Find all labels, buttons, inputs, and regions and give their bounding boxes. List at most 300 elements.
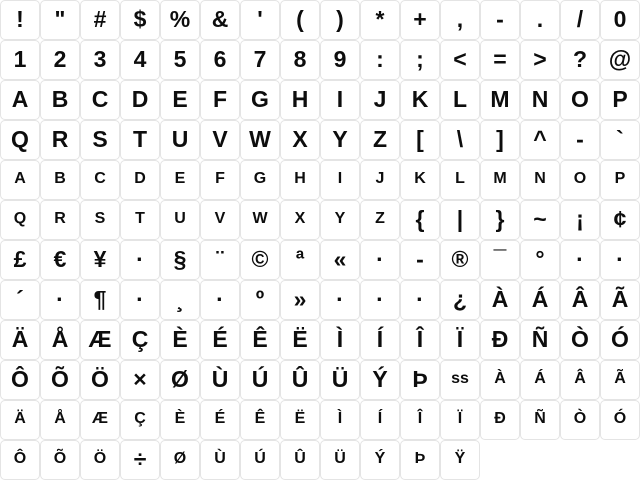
glyph: Î	[417, 410, 423, 427]
glyph-cell[interactable]	[0, 360, 40, 400]
glyph: Ð	[491, 325, 509, 352]
glyph-cell[interactable]	[120, 240, 160, 280]
glyph: «	[333, 245, 347, 272]
glyph-cell[interactable]	[360, 200, 400, 240]
glyph-cell[interactable]	[40, 240, 80, 280]
glyph-cell[interactable]	[280, 160, 320, 200]
glyph-cell[interactable]	[480, 160, 520, 200]
glyph-cell[interactable]	[280, 440, 320, 480]
glyph-cell[interactable]	[440, 0, 480, 40]
glyph-cell[interactable]	[160, 440, 200, 480]
glyph-cell[interactable]	[400, 320, 440, 360]
glyph-cell[interactable]	[200, 80, 240, 120]
glyph-cell[interactable]	[360, 80, 400, 120]
glyph: <	[453, 45, 467, 72]
glyph: ¸	[176, 285, 184, 312]
glyph-cell[interactable]	[400, 400, 440, 440]
glyph: 5	[173, 45, 187, 72]
glyph-cell[interactable]	[320, 240, 360, 280]
glyph: Â	[571, 285, 589, 312]
glyph-cell[interactable]	[560, 0, 600, 40]
glyph: Q	[13, 210, 27, 227]
glyph: º	[255, 285, 265, 312]
glyph: €	[53, 245, 67, 272]
glyph: P	[614, 170, 626, 187]
glyph: Q	[11, 125, 29, 152]
glyph-cell[interactable]	[240, 440, 280, 480]
glyph-cell[interactable]	[440, 400, 480, 440]
glyph-cell[interactable]	[160, 320, 200, 360]
glyph-cell[interactable]	[200, 280, 240, 320]
glyph: "	[54, 5, 66, 32]
glyph-cell[interactable]	[80, 160, 120, 200]
glyph-cell[interactable]	[480, 240, 520, 280]
glyph-cell[interactable]	[280, 40, 320, 80]
glyph-cell[interactable]	[440, 440, 480, 480]
glyph-cell[interactable]	[80, 440, 120, 480]
glyph-cell[interactable]	[520, 360, 560, 400]
glyph-cell[interactable]	[320, 360, 360, 400]
glyph-cell[interactable]	[600, 320, 640, 360]
glyph: F	[212, 85, 228, 112]
glyph-cell[interactable]	[120, 440, 160, 480]
glyph: /	[576, 5, 584, 32]
glyph: ·	[56, 285, 64, 312]
glyph: Ä	[14, 410, 26, 427]
glyph: '	[257, 5, 263, 32]
glyph-cell[interactable]	[120, 320, 160, 360]
glyph: ¥	[93, 245, 107, 272]
glyph: Ù	[214, 450, 226, 467]
glyph: ¨	[216, 245, 224, 272]
glyph-cell[interactable]	[40, 440, 80, 480]
glyph-cell[interactable]	[240, 400, 280, 440]
glyph: Î	[416, 325, 424, 352]
glyph: Ç	[134, 410, 146, 427]
glyph: Æ	[92, 410, 108, 427]
glyph: X	[292, 125, 308, 152]
glyph-cell[interactable]	[120, 200, 160, 240]
glyph: ~	[533, 205, 547, 232]
glyph-cell[interactable]	[320, 400, 360, 440]
glyph-cell[interactable]	[560, 80, 600, 120]
glyph: `	[616, 125, 624, 152]
glyph: 3	[93, 45, 107, 72]
glyph-cell[interactable]	[320, 440, 360, 480]
glyph: [	[416, 125, 424, 152]
glyph: Û	[294, 450, 306, 467]
glyph-cell[interactable]	[480, 360, 520, 400]
glyph-cell[interactable]	[120, 400, 160, 440]
glyph-cell[interactable]	[520, 320, 560, 360]
glyph: \	[456, 125, 464, 152]
glyph-cell[interactable]	[560, 200, 600, 240]
glyph-cell[interactable]	[320, 320, 360, 360]
glyph-cell[interactable]	[200, 320, 240, 360]
glyph: ·	[136, 245, 144, 272]
glyph-cell[interactable]	[0, 280, 40, 320]
glyph-cell[interactable]	[560, 400, 600, 440]
glyph: ¿	[452, 285, 468, 312]
glyph: E	[174, 170, 186, 187]
glyph: Å	[54, 410, 66, 427]
glyph-cell[interactable]	[480, 200, 520, 240]
glyph-cell[interactable]	[400, 280, 440, 320]
glyph-cell[interactable]	[560, 120, 600, 160]
glyph: !	[16, 5, 24, 32]
glyph-cell[interactable]	[440, 120, 480, 160]
glyph-cell[interactable]	[280, 240, 320, 280]
glyph-cell[interactable]	[120, 120, 160, 160]
glyph-cell[interactable]	[600, 400, 640, 440]
glyph-cell[interactable]	[480, 40, 520, 80]
glyph: É	[214, 410, 226, 427]
glyph-cell[interactable]	[280, 280, 320, 320]
glyph: Ç	[131, 325, 149, 352]
glyph-cell[interactable]	[600, 120, 640, 160]
glyph: A	[11, 85, 29, 112]
glyph-cell[interactable]	[200, 0, 240, 40]
glyph-cell[interactable]	[240, 160, 280, 200]
glyph-cell[interactable]	[160, 0, 200, 40]
glyph: .	[536, 5, 544, 32]
glyph: Ô	[11, 365, 29, 392]
glyph: Y	[334, 210, 346, 227]
glyph: B	[54, 170, 66, 187]
glyph-cell[interactable]	[400, 120, 440, 160]
glyph-cell[interactable]	[360, 360, 400, 400]
glyph: ·	[376, 245, 384, 272]
glyph: Á	[534, 370, 546, 387]
glyph: ·	[336, 285, 344, 312]
glyph-cell[interactable]	[160, 280, 200, 320]
glyph-cell[interactable]	[520, 240, 560, 280]
glyph-cell[interactable]	[0, 240, 40, 280]
glyph-cell[interactable]	[560, 40, 600, 80]
glyph-cell[interactable]	[240, 360, 280, 400]
glyph: ¯	[493, 245, 507, 272]
glyph-cell[interactable]	[440, 360, 480, 400]
glyph-cell[interactable]	[120, 360, 160, 400]
glyph: Ø	[173, 450, 187, 467]
glyph-cell[interactable]	[40, 80, 80, 120]
glyph-cell[interactable]	[0, 320, 40, 360]
glyph: M	[493, 170, 507, 187]
glyph-cell[interactable]	[360, 40, 400, 80]
glyph: 0	[613, 5, 627, 32]
glyph: Â	[574, 370, 586, 387]
glyph: Á	[531, 285, 549, 312]
glyph-cell[interactable]	[240, 320, 280, 360]
glyph-cell[interactable]	[560, 360, 600, 400]
glyph: Ô	[13, 450, 27, 467]
glyph-cell[interactable]	[0, 40, 40, 80]
glyph: )	[336, 5, 344, 32]
glyph-cell[interactable]	[80, 400, 120, 440]
glyph-cell[interactable]	[520, 0, 560, 40]
glyph: #	[93, 5, 107, 32]
glyph-cell[interactable]	[400, 200, 440, 240]
glyph-cell[interactable]	[440, 240, 480, 280]
glyph: Ö	[93, 450, 107, 467]
glyph-cell[interactable]	[560, 320, 600, 360]
glyph: ·	[376, 285, 384, 312]
glyph-cell[interactable]	[0, 160, 40, 200]
glyph-cell[interactable]	[360, 280, 400, 320]
glyph: E	[172, 85, 188, 112]
glyph: Ñ	[531, 325, 549, 352]
glyph: T	[132, 125, 148, 152]
glyph-cell[interactable]	[600, 80, 640, 120]
glyph-cell[interactable]	[320, 120, 360, 160]
glyph-cell[interactable]	[400, 160, 440, 200]
glyph: Ý	[372, 365, 388, 392]
glyph-cell[interactable]	[0, 0, 40, 40]
glyph: ·	[576, 245, 584, 272]
glyph: C	[94, 170, 106, 187]
glyph-cell[interactable]	[520, 280, 560, 320]
glyph-cell[interactable]	[320, 0, 360, 40]
glyph-cell[interactable]	[280, 200, 320, 240]
glyph: Æ	[88, 325, 112, 352]
glyph-cell[interactable]	[360, 440, 400, 480]
glyph-cell[interactable]	[40, 360, 80, 400]
glyph-cell[interactable]	[160, 400, 200, 440]
glyph: L	[455, 170, 465, 187]
glyph: È	[174, 410, 186, 427]
glyph-cell[interactable]	[360, 0, 400, 40]
glyph: F	[215, 170, 225, 187]
glyph-cell[interactable]	[600, 280, 640, 320]
glyph-cell[interactable]	[240, 0, 280, 40]
glyph-cell[interactable]	[40, 320, 80, 360]
glyph-cell[interactable]	[560, 280, 600, 320]
glyph-cell[interactable]	[200, 160, 240, 200]
glyph: Ò	[571, 325, 589, 352]
glyph: %	[169, 5, 191, 32]
glyph-cell[interactable]	[520, 40, 560, 80]
glyph-cell[interactable]	[320, 40, 360, 80]
glyph-cell[interactable]	[160, 40, 200, 80]
glyph-cell[interactable]	[0, 80, 40, 120]
glyph-cell[interactable]	[0, 200, 40, 240]
glyph-cell[interactable]	[80, 320, 120, 360]
glyph-cell[interactable]	[600, 200, 640, 240]
glyph-cell[interactable]	[160, 80, 200, 120]
glyph-cell[interactable]	[360, 320, 400, 360]
glyph-cell[interactable]	[600, 0, 640, 40]
glyph-cell[interactable]	[440, 200, 480, 240]
glyph-cell[interactable]	[360, 120, 400, 160]
glyph-cell[interactable]	[560, 240, 600, 280]
glyph-cell[interactable]	[240, 80, 280, 120]
glyph-cell[interactable]	[120, 40, 160, 80]
glyph-cell[interactable]	[240, 280, 280, 320]
glyph-cell[interactable]	[400, 80, 440, 120]
glyph-cell[interactable]	[440, 320, 480, 360]
glyph-cell[interactable]	[480, 80, 520, 120]
glyph-cell[interactable]	[280, 120, 320, 160]
glyph-cell[interactable]	[200, 360, 240, 400]
glyph: Z	[372, 125, 388, 152]
glyph: 7	[253, 45, 267, 72]
glyph-cell[interactable]	[120, 80, 160, 120]
glyph: N	[531, 85, 549, 112]
glyph: P	[612, 85, 628, 112]
glyph: 1	[13, 45, 27, 72]
glyph: $	[133, 5, 147, 32]
glyph-cell[interactable]	[400, 440, 440, 480]
glyph-cell[interactable]	[400, 240, 440, 280]
glyph-cell[interactable]	[480, 120, 520, 160]
glyph: }	[495, 205, 505, 232]
glyph-cell[interactable]	[40, 160, 80, 200]
glyph-cell[interactable]	[480, 280, 520, 320]
glyph: Û	[291, 365, 309, 392]
glyph-cell[interactable]	[40, 40, 80, 80]
glyph-cell[interactable]	[160, 240, 200, 280]
glyph-cell[interactable]	[280, 80, 320, 120]
glyph-cell[interactable]	[40, 200, 80, 240]
glyph: Ü	[331, 365, 349, 392]
glyph-cell[interactable]	[0, 440, 40, 480]
glyph-cell[interactable]	[40, 280, 80, 320]
glyph: 9	[333, 45, 347, 72]
glyph: R	[54, 210, 66, 227]
glyph-cell[interactable]	[80, 120, 120, 160]
glyph-cell[interactable]	[320, 160, 360, 200]
glyph: Ñ	[534, 410, 546, 427]
glyph: H	[291, 85, 309, 112]
glyph: ·	[136, 285, 144, 312]
glyph-cell[interactable]	[600, 240, 640, 280]
glyph-cell[interactable]	[520, 200, 560, 240]
glyph: C	[91, 85, 109, 112]
glyph: S	[92, 125, 108, 152]
glyph-cell[interactable]	[40, 400, 80, 440]
glyph-cell[interactable]	[120, 280, 160, 320]
glyph: Ö	[91, 365, 109, 392]
glyph: 8	[293, 45, 307, 72]
glyph: Ú	[251, 365, 269, 392]
glyph-cell[interactable]	[160, 120, 200, 160]
glyph-cell[interactable]	[80, 0, 120, 40]
glyph-cell[interactable]	[40, 120, 80, 160]
glyph-cell[interactable]	[80, 360, 120, 400]
glyph: 4	[133, 45, 147, 72]
glyph-cell[interactable]	[80, 240, 120, 280]
glyph-cell[interactable]	[440, 280, 480, 320]
glyph: L	[452, 85, 468, 112]
glyph: @	[608, 45, 632, 72]
glyph: -	[576, 125, 584, 152]
glyph-cell[interactable]	[520, 400, 560, 440]
glyph-cell[interactable]	[120, 0, 160, 40]
glyph-cell[interactable]	[360, 400, 400, 440]
glyph-cell[interactable]	[280, 320, 320, 360]
glyph-cell[interactable]	[120, 160, 160, 200]
glyph-cell[interactable]	[400, 0, 440, 40]
glyph-cell[interactable]	[240, 40, 280, 80]
glyph-cell[interactable]	[600, 40, 640, 80]
glyph: »	[293, 285, 307, 312]
glyph-cell[interactable]	[200, 120, 240, 160]
glyph: 6	[213, 45, 227, 72]
glyph-cell[interactable]	[440, 160, 480, 200]
glyph: Ò	[573, 410, 587, 427]
glyph: Õ	[51, 365, 69, 392]
glyph-cell[interactable]	[320, 280, 360, 320]
glyph-cell[interactable]	[200, 400, 240, 440]
glyph: ss	[451, 370, 469, 387]
glyph: Ü	[334, 450, 346, 467]
glyph-cell[interactable]	[160, 360, 200, 400]
glyph-cell[interactable]	[160, 160, 200, 200]
glyph: ´	[16, 285, 24, 312]
glyph-cell[interactable]	[200, 40, 240, 80]
glyph-cell[interactable]	[440, 80, 480, 120]
glyph-cell[interactable]	[600, 360, 640, 400]
glyph-cell[interactable]	[560, 160, 600, 200]
glyph: Ä	[11, 325, 29, 352]
glyph-cell[interactable]	[320, 200, 360, 240]
glyph-cell[interactable]	[200, 200, 240, 240]
glyph-cell[interactable]	[520, 120, 560, 160]
glyph-cell[interactable]	[80, 280, 120, 320]
glyph-cell[interactable]	[240, 120, 280, 160]
glyph-cell[interactable]	[400, 360, 440, 400]
glyph-cell[interactable]	[400, 40, 440, 80]
glyph-cell[interactable]	[80, 40, 120, 80]
glyph-cell[interactable]	[80, 80, 120, 120]
glyph-cell[interactable]	[240, 200, 280, 240]
glyph: Ó	[611, 325, 629, 352]
glyph-cell[interactable]	[0, 400, 40, 440]
glyph-cell[interactable]	[480, 0, 520, 40]
glyph-cell[interactable]	[440, 40, 480, 80]
glyph-cell[interactable]	[520, 80, 560, 120]
glyph: >	[533, 45, 547, 72]
glyph-cell[interactable]	[40, 0, 80, 40]
glyph-cell[interactable]	[520, 160, 560, 200]
glyph: I	[337, 170, 343, 187]
glyph: ·	[616, 245, 624, 272]
glyph: À	[491, 285, 509, 312]
glyph-cell[interactable]	[320, 80, 360, 120]
glyph-cell[interactable]	[200, 240, 240, 280]
glyph-cell[interactable]	[600, 160, 640, 200]
glyph: ]	[496, 125, 504, 152]
glyph-cell[interactable]	[280, 0, 320, 40]
glyph: Ð	[494, 410, 506, 427]
glyph-cell[interactable]	[80, 200, 120, 240]
glyph-cell[interactable]	[480, 400, 520, 440]
glyph: Ó	[613, 410, 627, 427]
glyph-cell[interactable]	[360, 240, 400, 280]
glyph-cell[interactable]	[160, 200, 200, 240]
glyph: É	[212, 325, 228, 352]
glyph-cell[interactable]	[200, 440, 240, 480]
glyph-cell[interactable]	[280, 400, 320, 440]
glyph-cell[interactable]	[240, 240, 280, 280]
glyph: &	[211, 5, 229, 32]
glyph: Z	[375, 210, 385, 227]
glyph-cell[interactable]	[480, 320, 520, 360]
glyph-cell[interactable]	[360, 160, 400, 200]
glyph: ;	[416, 45, 424, 72]
glyph-cell[interactable]	[0, 120, 40, 160]
glyph-cell[interactable]	[280, 360, 320, 400]
